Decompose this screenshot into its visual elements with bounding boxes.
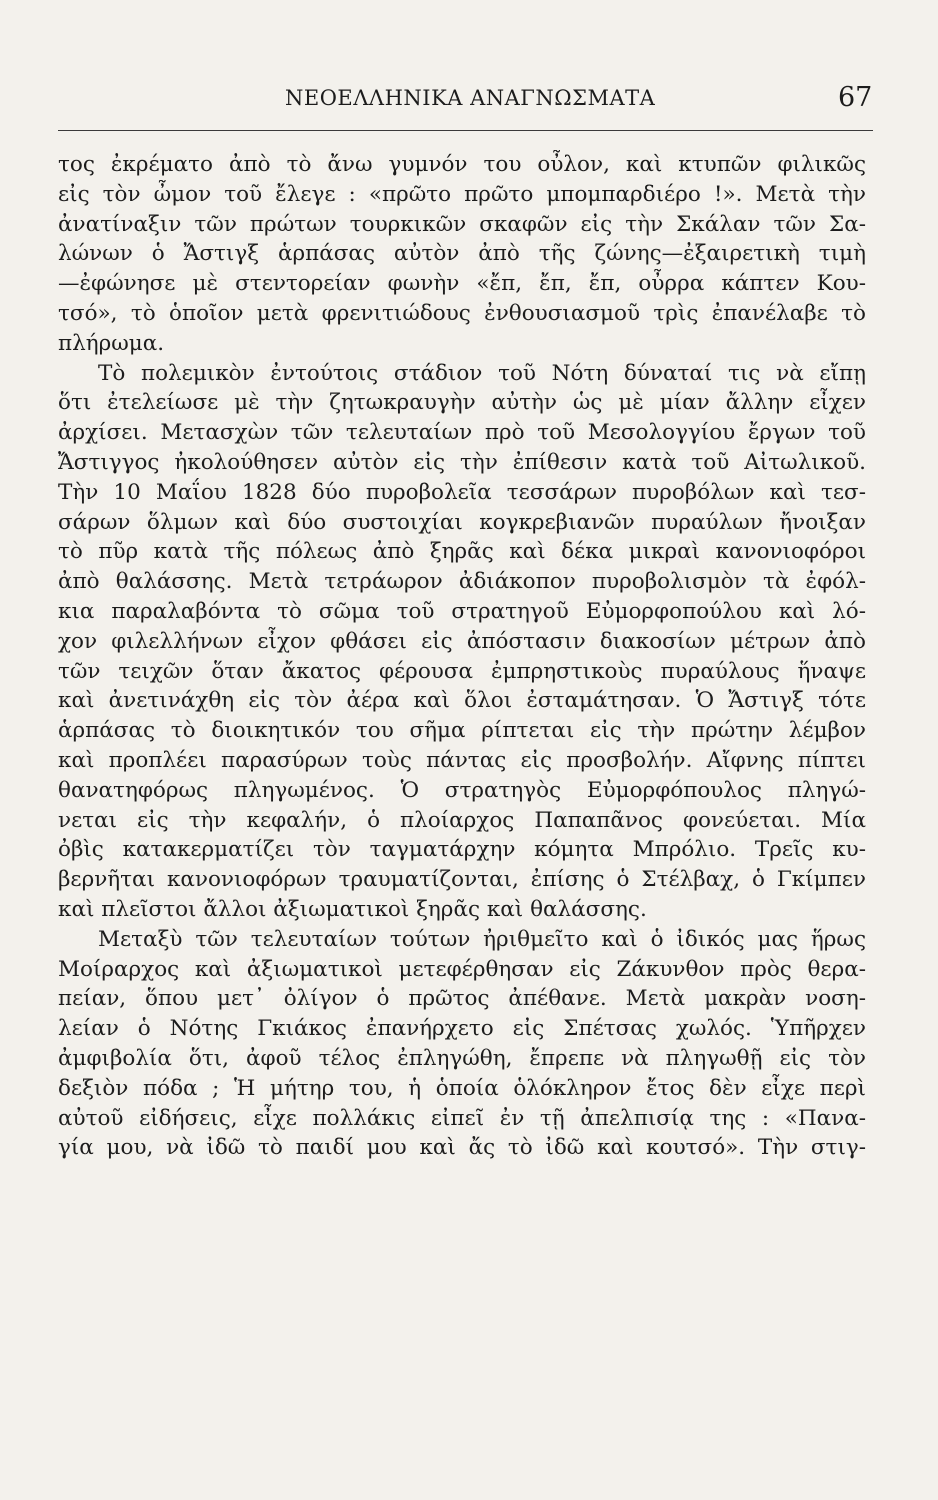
text-line: τσό», τὸ ὁποῖον μετὰ φρενιτιώδους ἐνθουσιασμοῦ τρὶς ἐπανέλαβε τὸ [58,300,866,326]
text-line: —ἐφώνησε μὲ στεντορείαν φωνὴν «ἔπ, ἔπ, ἔπ, οὖρρα κάπτεν Κου- [58,271,866,297]
text-line: πλήρωμα. [58,330,165,356]
text-line: ἀρχίσει. Μετασχὼν τῶν τελευταίων πρὸ τοῦ Μεσολογγίου ἔργων τοῦ [58,420,866,446]
text-line: γία μου, νὰ ἰδῶ τὸ παιδί μου καὶ ἄς τὸ ἰδῶ καὶ κουτσό». Τὴν στιγ- [58,1135,866,1161]
text-line: ἀμφιβολία ὅτι, ἀφοῦ τέλος ἐπληγώθη, ἔπρεπε νὰ πληγωθῇ εἰς τὸν [58,1045,866,1071]
text-line: λείαν ὁ Νότης Γκιάκος ἐπανήρχετο εἰς Σπέτσας χωλός. Ὑπῆρχεν [58,1016,866,1042]
text-line: ὅτι ἐτελείωσε μὲ τὴν ζητωκραυγὴν αὐτὴν ὡς μὲ μίαν ἄλλην εἶχεν [58,390,866,416]
text-line: καὶ προπλέει παρασύρων τοὺς πάντας εἰς προσβολήν. Αἴφνης πίπτει [58,747,866,773]
text-line: τῶν τειχῶν ὅταν ἄκατος φέρουσα ἐμπρηστικοὺς πυραύλους ἥναψε [58,658,866,684]
text-line: θανατηφόρως πληγωμένος. Ὁ στρατηγὸς Εὐμορφόπουλος πληγώ- [58,777,866,803]
text-line: κια παραλαβόντα τὸ σῶμα τοῦ στρατηγοῦ Εὐμορφοπούλου καὶ λό- [58,598,866,624]
text-line: ἀνατίναξιν τῶν πρώτων τουρκικῶν σκαφῶν εἰς τὴν Σκάλαν τῶν Σα- [58,211,866,237]
text-line: αὐτοῦ εἰδήσεις, εἶχε πολλάκις εἰπεῖ ἐν τῇ ἀπελπισίᾳ της : «Πανα- [58,1105,866,1131]
text-line: βερνῆται κανονιοφόρων τραυματίζονται, ἐπίσης ὁ Στέλβαχ, ὁ Γκίμπεν [58,867,866,893]
text-line: Μεταξὺ τῶν τελευταίων τούτων ἠριθμεῖτο καὶ ὁ ἰδικός μας ἥρως [98,926,866,952]
text-line: ἁρπάσας τὸ διοικητικόν του σῆμα ρίπτεται εἰς τὴν πρώτην λέμβον [58,718,866,744]
text-line: πείαν, ὅπου μετ᾿ ὀλίγον ὁ πρῶτος ἀπέθανε. Μετὰ μακρὰν νοση- [58,986,866,1012]
text-line: νεται εἰς τὴν κεφαλήν, ὁ πλοίαρχος Παπαπᾶνος φονεύεται. Μία [58,807,866,833]
text-line: χον φιλελλήνων εἶχον φθάσει εἰς ἀπόστασιν διακοσίων μέτρων ἀπὸ [58,628,866,654]
text-line: ὀβὶς κατακερματίζει τὸν ταγματάρχην κόμητα Μπρόλιο. Τρεῖς κυ- [58,837,866,863]
text-line: ἀπὸ θαλάσσης. Μετὰ τετράωρον ἀδιάκοπον πυροβολισμὸν τὰ ἐφόλ- [58,569,866,595]
text-line: δεξιὸν πόδα ; Ἡ μήτηρ του, ἡ ὁποία ὁλόκληρον ἔτος δὲν εἶχε περὶ [58,1075,866,1101]
text-line: τος ἐκρέματο ἀπὸ τὸ ἄνω γυμνόν του οὖλον, καὶ κτυπῶν φιλικῶς [58,152,866,177]
text-line: εἰς τὸν ὦμον τοῦ ἔλεγε : «πρῶτο πρῶτο μπομπαρδιέρο !». Μετὰ τὴν [58,181,866,207]
text-line: καὶ πλεῖστοι ἄλλοι ἀξιωματικοὶ ξηρᾶς καὶ θαλάσσης. [58,896,647,922]
text-line: λώνων ὁ Ἄστιγξ ἁρπάσας αὐτὸν ἀπὸ τῆς ζώνης—ἐξαιρετικὴ τιμὴ [58,241,866,267]
header-rule [58,130,873,131]
text-line: τὸ πῦρ κατὰ τῆς πόλεως ἀπὸ ξηρᾶς καὶ δέκα μικραὶ κανονιοφόροι [58,539,866,565]
header-title: ΝΕΟΕΛΛΗΝΙΚΑ ΑΝΑΓΝΩΣΜΑΤΑ [285,86,656,110]
text-line: σάρων ὅλμων καὶ δύο συστοιχίαι κογκρεβιανῶν πυραύλων ἤνοιξαν [58,509,866,535]
text-line: καὶ ἀνετινάχθη εἰς τὸν ἀέρα καὶ ὅλοι ἐσταμάτησαν. Ὁ Ἄστιγξ τότε [58,688,866,714]
text-line: Τὴν 10 Μαΐου 1828 δύο πυροβολεῖα τεσσάρων πυροβόλων καὶ τεσ- [58,479,866,505]
body-text [58,150,866,1163]
text-line: Τὸ πολεμικὸν ἐντούτοις στάδιον τοῦ Νότη δύναταί τις νὰ εἴπῃ [98,360,866,386]
text-line: Ἄστιγγος ἠκολούθησεν αὐτὸν εἰς τὴν ἐπίθεσιν κατὰ τοῦ Αἰτωλικοῦ. [58,449,866,475]
page-number: 67 [838,82,873,113]
text-line: Μοίραρχος καὶ ἀξιωματικοὶ μετεφέρθησαν εἰς Ζάκυνθον πρὸς θερα- [58,956,866,982]
running-head [0,82,938,126]
